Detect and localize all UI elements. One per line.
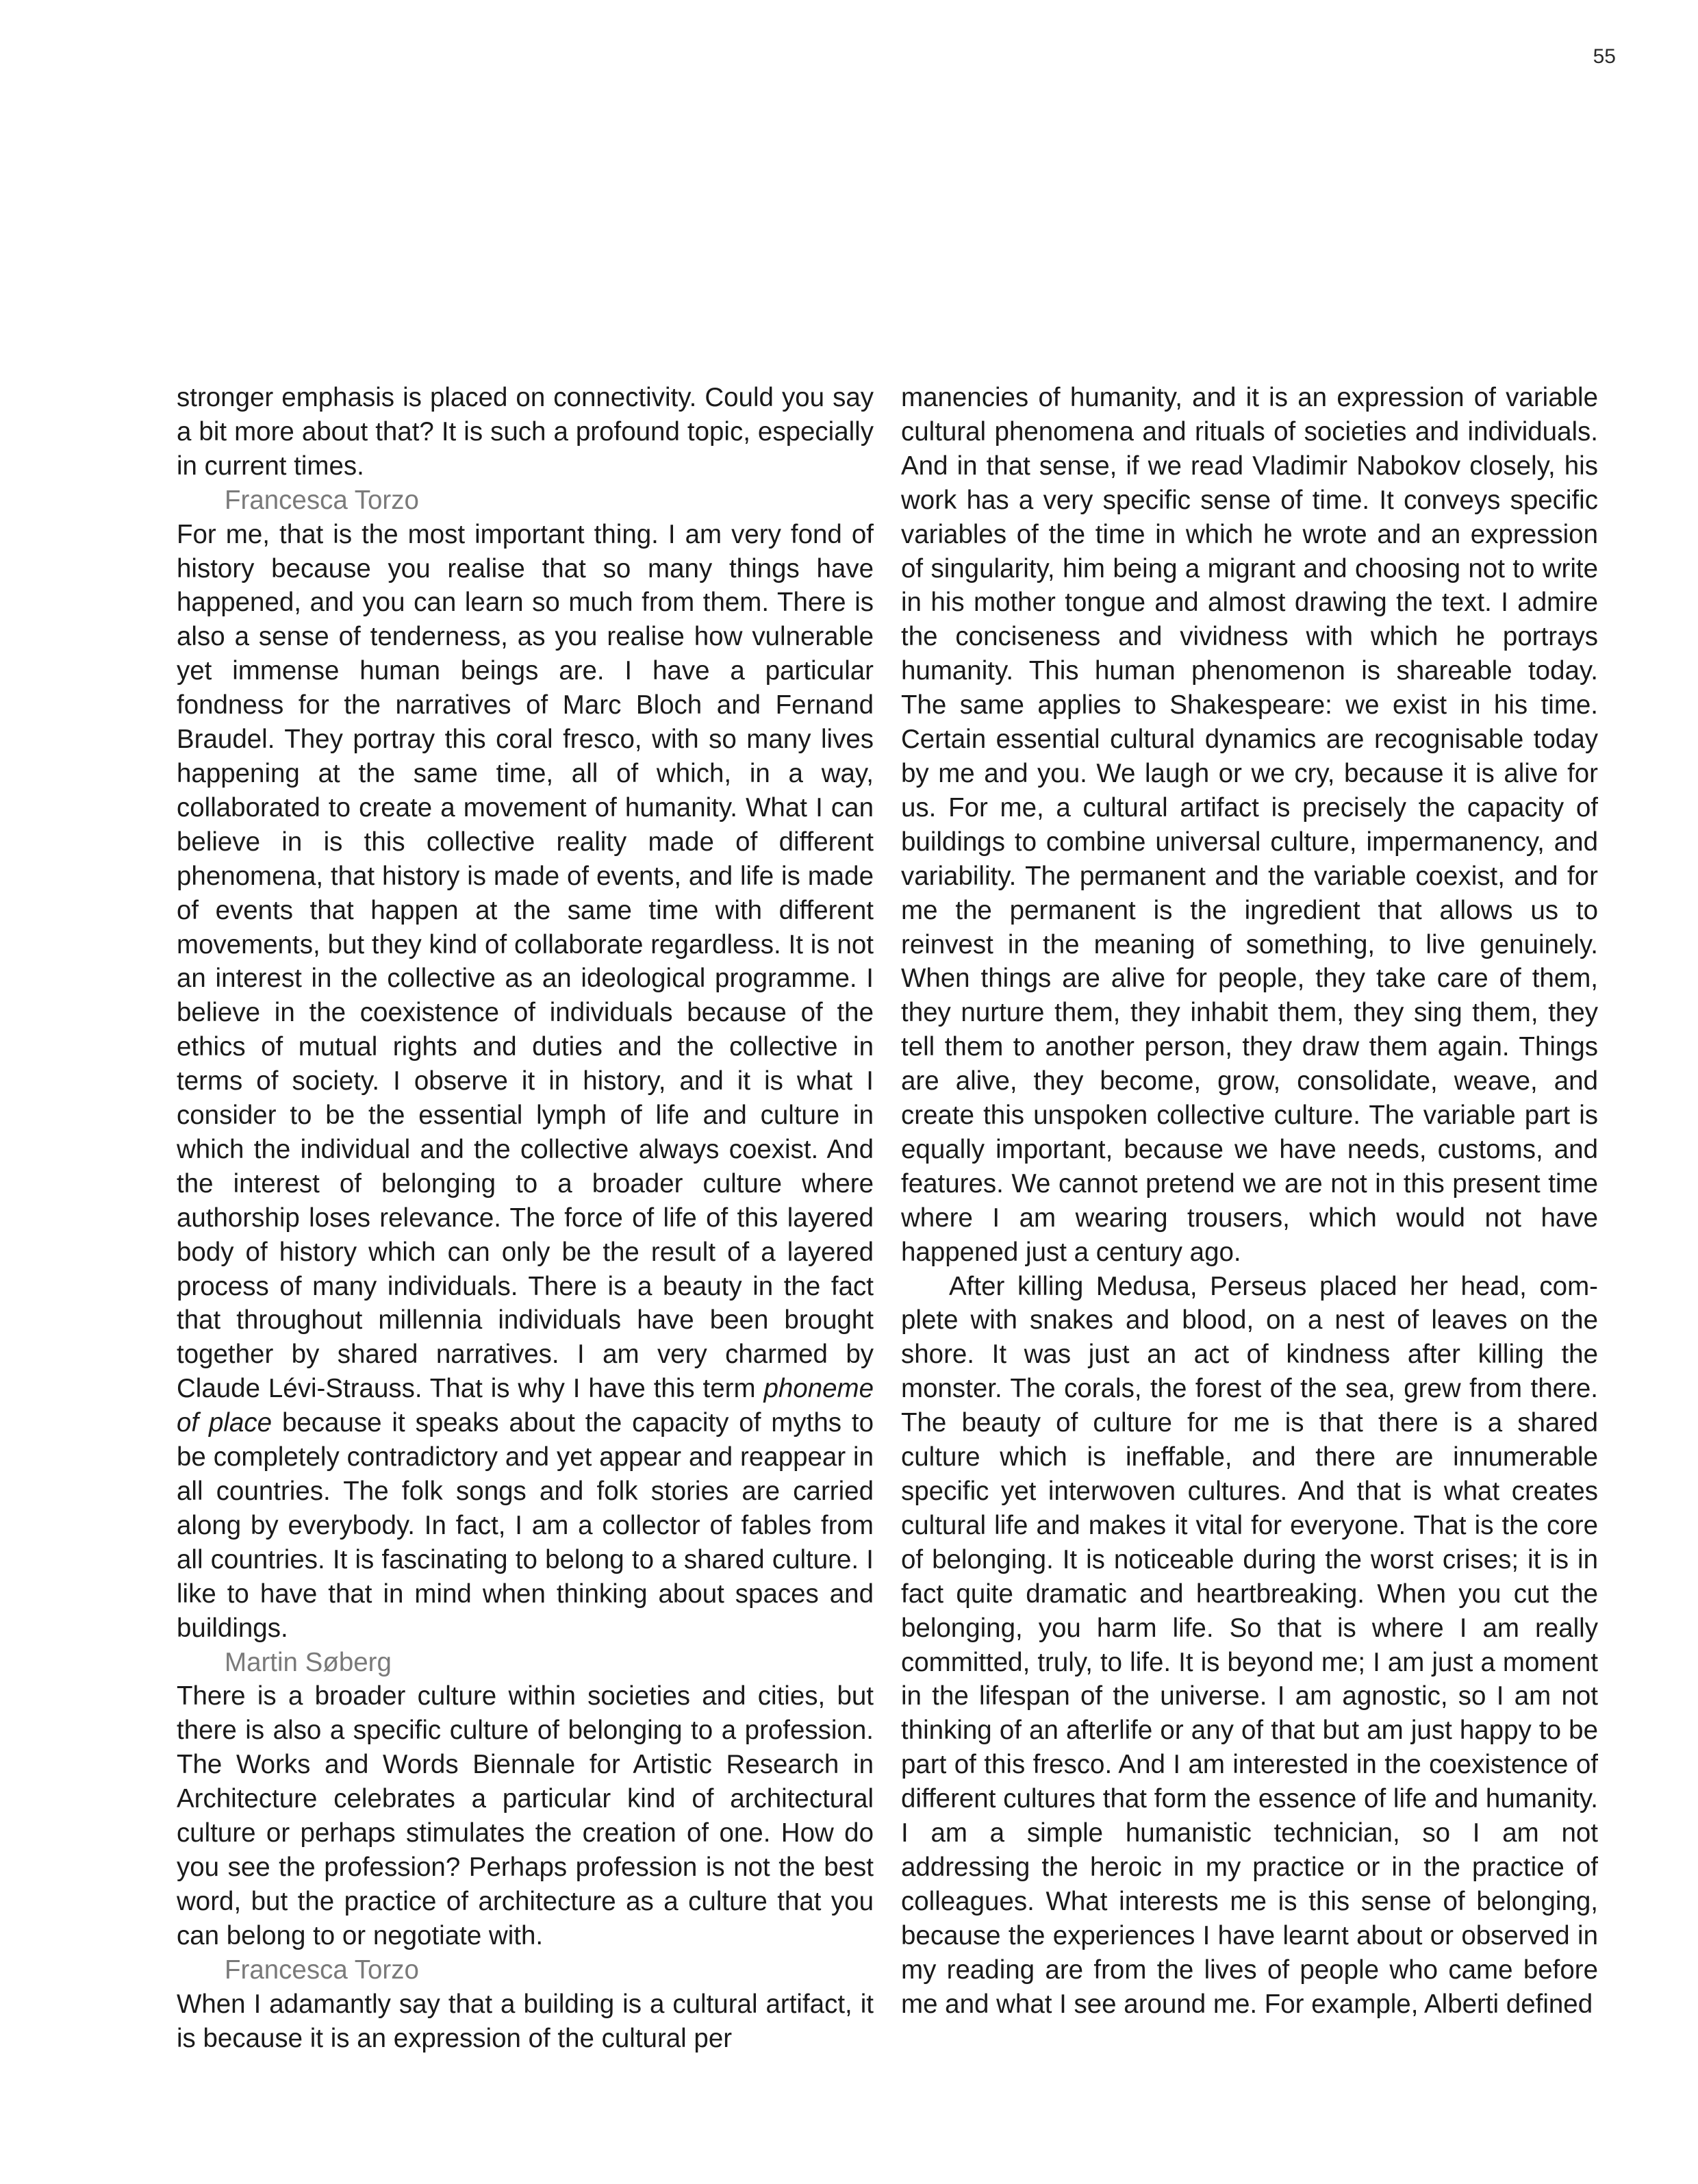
paragraph-medusa: After killing Medusa, Perseus placed her head, complete with snakes and blood, on a nest of leaves on the shore. It was just an act of kindness after killing the monster. The corals, the forest of the sea, grew from there. The beauty of culture for me is that there is a shared culture which is ineffable, and there are innumerable specific yet interwoven cultures. And that is what creates cultural life and makes it vital for everyone. That is the core of belonging. It is noticeable during the worst crises; it is in fact quite dramatic and heartbreaking. When you cut the belonging, you harm life. So that is where I am really committed, truly, to life. It is beyond me; I am just a moment in the lifespan of the universe. I am agnostic, so I am not thinking of an afterlife or any of that but am just happy to be part of this fresco. And I am interested in the coexistence of different cultures that form the essence of life and humanity. I am a simple humanistic technician, so I am not addressing the heroic in my practice or in the practice of colleagues. What interests me is this sense of belonging, because the experiences I have learnt about or observed in my reading are from the lives of people who came before me and what I see around me. For example, Alberti defined <box>901 1271 1598 2019</box>
paragraph-question-profession: There is a broader culture within societies and cities, but there is also a specific culture of belonging to a profession. The Works and Words Biennale for Artistic Research in Architecture celebrates a particular kind of architectural culture or perhaps stimulates the creation of one. How do you see the profession? Perhaps profession is not the best word, but the practice of architecture as a culture that you can belong to or negotiate with. <box>177 1681 874 1950</box>
paragraph-question-connectivity: stronger emphasis is placed on connectivity. Could you say a bit more about that? It is such a profound topic, especially in current times. <box>177 383 874 481</box>
left-text-column <box>177 381 874 2055</box>
paragraph-answer-artifact: When I adamantly say that a building is a cultural artifact, it is because it is an expression of the cultural per <box>177 1989 874 2053</box>
speaker-name: Francesca Torzo <box>225 1955 419 1985</box>
speaker-name: Francesca Torzo <box>225 485 419 515</box>
paragraph-answer-history <box>177 518 874 1646</box>
answer-text-part-1: For me, that is the most important thing. I am very fond of history because you realise that so many things have happened, and you can learn so much from them. There is also a sense of tenderness, as you realise how vulnerable yet immense human beings are. I have a particular fondness for the narratives of Marc Bloch and Fernand Braudel. They portray this coral fresco, with so many lives happening at the same time, all of which, in a way, collaborated to create a movement of humanity. What I can believe in is this collective reality made of different phenomena, that history is made of events, and life is made of events that happen at the same time with different movements, but they kind of collaborate regardless. It is not an interest in the collective as an ideological programme. I believe in the coexistence of individuals because of the ethics of mutual rights and duties and the collective in terms of society. I observe it in history, and it is what I consider to be the essential lymph of life and culture in which the individual and the collective always coexist. And the interest of belonging to a broader culture where authorship loses relevance. The force of life of this layered body of history which can only be the result of a layered process of many individuals. There is a beauty in the fact that throughout millennia individuals have been brought together by shared narratives. I am very charmed by Claude Lévi-Strauss. That is why I have this term <box>177 519 874 1404</box>
right-text-column <box>901 381 1598 2022</box>
speaker-name: Martin Søberg <box>225 1647 392 1677</box>
paragraph-continued-permanencies: manencies of humanity, and it is an expression of variable cultural phenomena and rituals of societies and individuals. And in that sense, if we read Vladimir Nabokov closely, his work has a very specific sense of time. It conveys specific variables of the time in which he wrote and an expression of singularity, him being a migrant and choosing not to write in his mother tongue and almost drawing the text. I admire the conciseness and vividness with which he portrays humanity. This human phenomenon is shareable today. The same applies to Shakespeare: we exist in his time. Certain essential cultural dynamics are recognisable today by me and you. We laugh or we cry, because it is alive for us. For me, a cultural artifact is precisely the capacity of buildings to combine universal culture, impermanency, and variability. The permanent and the variable coexist, and for me the permanent is the ingredient that allows us to reinvest in the meaning of something, to live genuinely. When things are alive for people, they take care of them, they nurture them, they inhabit them, they sing them, they tell them to another person, they draw them again. Things are alive, they become, grow, consolidate, weave, and create this unspoken collective culture. The variable part is equally important, because we have needs, customs, and features. We cannot pretend we are not in this present time where I am wearing trousers, which would not have happened just a century ago. <box>901 383 1598 1267</box>
page-number: 55 <box>1593 45 1616 68</box>
italic-term: phoneme of place <box>177 1374 874 1438</box>
answer-text-part-2: because it speaks about the capacity of myths to be completely contradictory and yet appear and reappear in all countries. The folk songs and folk stories are carried along by everybody. In fact, I am a collector of fables from all countries. It is fascinating to belong to a shared culture. I like to have that in mind when thinking about spaces and buildings. <box>177 1408 874 1643</box>
